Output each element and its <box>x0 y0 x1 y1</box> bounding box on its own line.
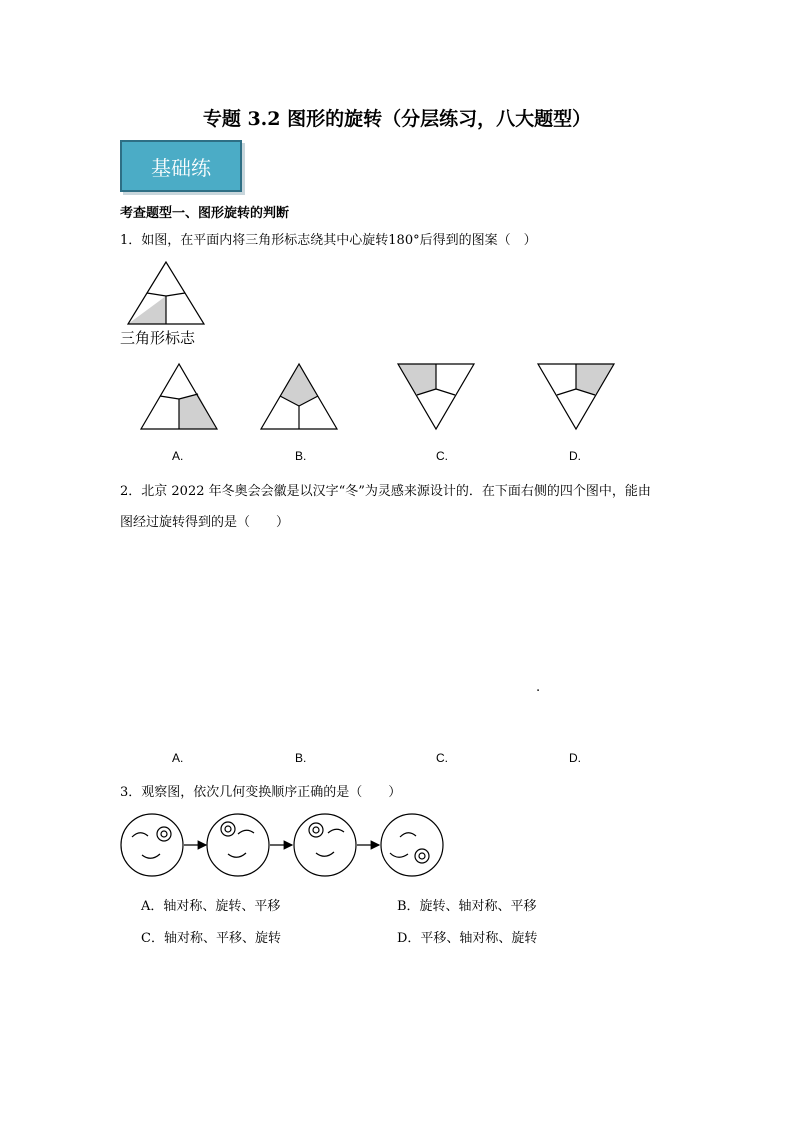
option-a-figure <box>141 364 217 430</box>
section-banner: 基础练 <box>120 140 242 192</box>
q2-option-b-label: B. <box>295 751 307 765</box>
question-2-line-1: 2．北京 2022 年冬奥会会徽是以汉字“冬”为灵感来源设计的．在下面右侧的四个图中，能由 <box>120 484 651 499</box>
option-d-figure <box>538 364 614 430</box>
q3-option-a: A．轴对称、旋转、平移 <box>141 899 281 914</box>
question-3-text: 3．观察图，依次几何变换顺序正确的是（ ） <box>120 785 402 800</box>
face-sequence-figure <box>120 812 450 878</box>
stray-dot: . <box>536 680 541 695</box>
question-1-text: 1．如图，在平面内将三角形标志绕其中心旋转180°后得到的图案（ ） <box>120 233 537 248</box>
figure-caption: 三角形标志 <box>120 329 196 347</box>
q1-option-a-label: A. <box>172 449 184 463</box>
q3-option-b: B．旋转、轴对称、平移 <box>397 899 537 914</box>
section-heading: 考查题型一、图形旋转的判断 <box>120 206 290 221</box>
q2-option-d-label: D. <box>569 751 581 765</box>
q2-option-a-label: A. <box>172 751 184 765</box>
triangle-logo-figure <box>128 262 204 326</box>
question-2-line-2: 图经过旋转得到的是（ ） <box>120 515 290 530</box>
option-c-figure <box>398 364 474 430</box>
q3-option-d: D．平移、轴对称、旋转 <box>397 931 538 946</box>
q3-option-c: C．轴对称、平移、旋转 <box>141 931 281 946</box>
q1-option-c-label: C. <box>436 449 448 463</box>
q1-option-d-label: D. <box>569 449 581 463</box>
page-title: 专题 3.2 图形的旋转（分层练习，八大题型） <box>202 108 592 130</box>
q2-option-c-label: C. <box>436 751 448 765</box>
q1-option-b-label: B. <box>295 449 307 463</box>
option-b-figure <box>261 364 337 430</box>
